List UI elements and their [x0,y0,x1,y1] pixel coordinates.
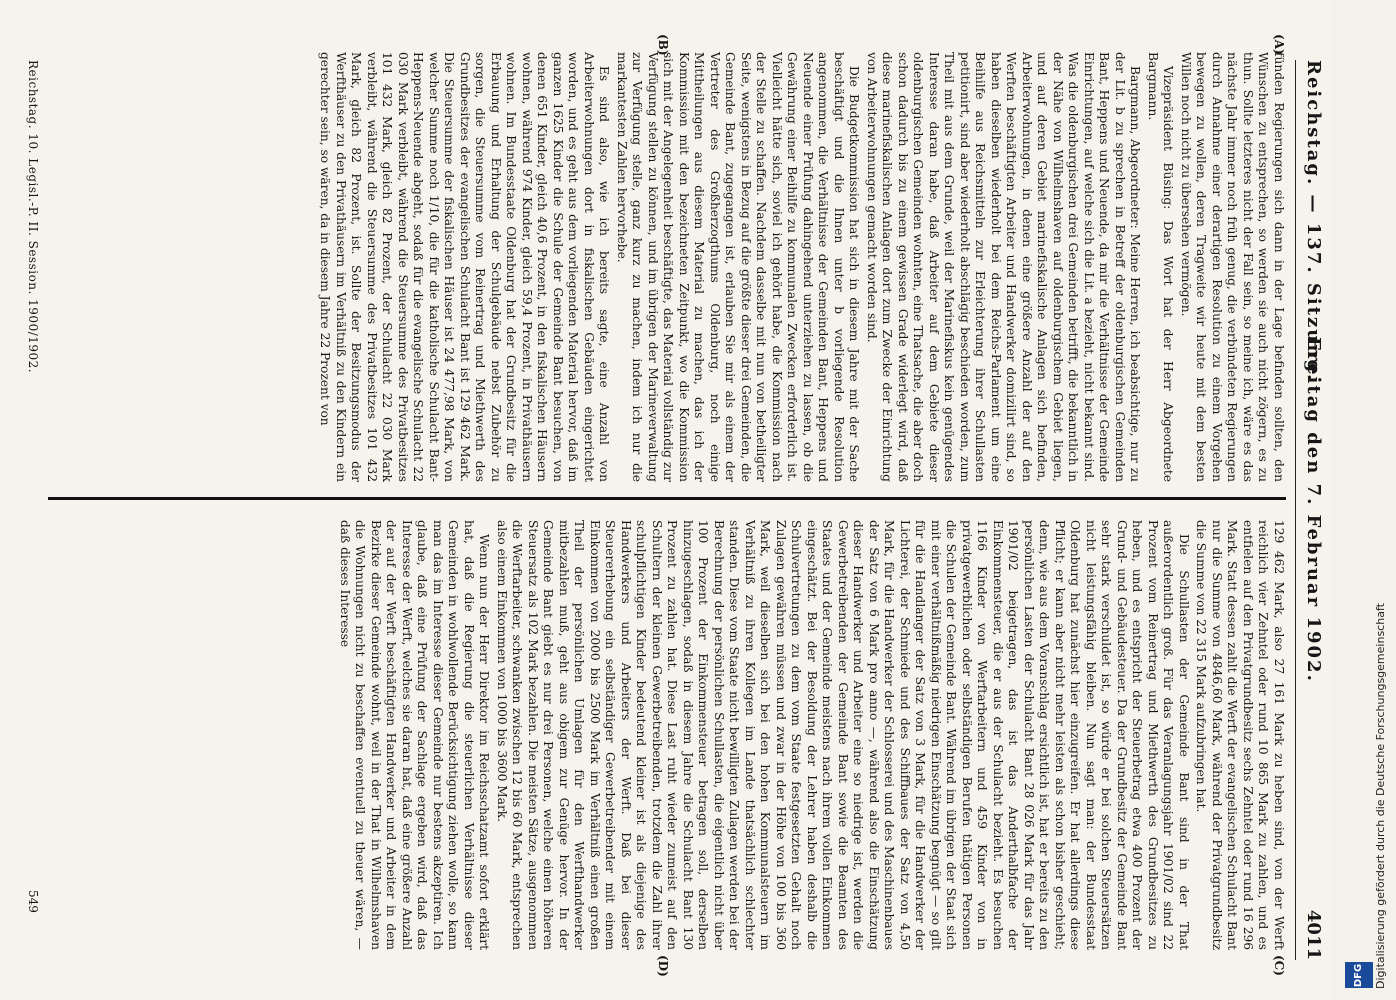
dfg-logo-icon [1345,962,1373,988]
column-left [48,52,1286,482]
digitization-credit [1342,14,1387,999]
marker-b: (B) [656,34,670,56]
paragraph: Die Schullasten der Gemeinde Bant sind in der That außerordentlich groß. Für das Veranlagungsjahr 1901/02 sind 22 Prozent vom Reinertrag und Miethwerth des Grundbesitzes zu heben, und es entspricht der Steuerbetrag etwa 400 Prozent der Grund- und Gebäudesteuer. Da der Grundbesitz der Gemeinde Bant sehr stark verschuldet ist, so würde er bei solchen Steuersätzen nicht leistungsfähig bleiben. Nun sagt man: der Bundesstaat Oldenburg hat zunächst hier einzugreifen. Er hat allerdings diese Pflicht; er kann aber nicht mehr leisten als schon bisher geschieht; denn, wie aus dem Voranschlag ersichtlich ist, hat er bereits zu den persönlichen Lasten der Schulacht Bant 28 026 Mark für das Jahr 1901/02 beigetragen, das ist das Anderthalbfache der Einkommensteuer, die er aus der Schulacht bezieht. Es besuchen 1166 Kinder von Werftarbeitern und 459 Kinder von in privatgewerblichen oder selbständigen Berufen thätigen Personen die Schulen der Gemeinde Bant. Während im übrigen der Staat sich mit einer verhältnißmäßig niedrigen Einschätzung begnügt — so gilt für die Handlanger der Satz von 3 Mark, für die Handwerker der Lichterei, der Schmiede und des Schiffbaues der Satz von 4,50 Mark, für die Handwerker der Schlosserei und des Maschinenbaues der Satz von 6 Mark pro anno —, während also die Einschätzung dieser Handwerker und Arbeiter eine so niedrige ist, werden die Gewerbetreibenden der Gemeinde Bant sowie die Beamten des Staates und der Gemeinde meistens nach ihrem vollen Einkommen eingeschätzt. Bei der Besoldung der Lehrer haben deshalb die Schulvertretungen zu dem vom Staate festgesetzten Gehalt noch Zulagen gewähren müssen und zwar in der Höhe von 100 bis 360 Mark, weil dieselben sich bei den hohen Kommunalsteuern im Verhältniß zu ihren Kollegen im Lande thatsächlich schlechter standen. Diese vom Staate nicht bewilligten Zulagen werden bei der Berechnung der persönlichen Schullasten, die eigentlich nicht über 100 Prozent der Einkommensteuer betragen soll, derselben hinzugeschlagen, sodaß in diesem Jahre die Schulacht Bant 130 Prozent zu zahlen hat. Diese Last ruht wieder zumeist auf den Schultern der kleinen Gewerbetreibenden, trotzdem die Zahl ihrer schulpflichtigen Kinder bedeutend kleiner ist als diejenige des Handwerkers und Arbeiters der Werft. Daß bei dieser Steuererhebung ein selbständiger Gewerbetreibender mit einem Einkommen von 2000 bis 2500 Mark im Verhältniß einen großen Theil der persönlichen Umlagen für den Werfthandwerker mitbezahlen muß, geht aus obigem zur Genüge hervor. In der Gemeinde Bant giebt es nur drei Personen, welche einen höheren Steuersatz als 102 Mark bezahlen. Die meisten Sätze, ausgenommen die Werftarbeiter, schwanken zwischen 12 bis 60 Mark, entsprechen also einem Einkommen von 1000 bis 3600 Mark. [495,520,1191,950]
marker-a: (A) [1272,34,1286,55]
paragraph: 129 462 Mark, also 27 161 Mark zu heben sind, von der Werft reichlich vier Zehntel oder rund 10 865 Mark zu zahlen, und es entfielen auf den Privatgrundbesitz sechs Zehntel oder rund 16 296 Mark. Statt dessen zahlt die Werft der evangelischen Schulacht Bant nur die Summe von 4846,60 Mark, während der Privatgrundbesitz die Summe von 22 315 Mark aufzubringen hat. [1194,520,1286,950]
dfg-logo-text: DFG [1353,963,1365,987]
page-header [1295,60,1330,960]
marker-d: (D) [656,955,670,977]
header-center: Freitag den 7. Februar 1902. [1303,337,1324,683]
page-number: 4011 [1303,909,1324,960]
column-right [48,520,1286,950]
paragraph: Vizepräsident Büsing: Das Wort hat der Herr Abgeordnete Bargmann. [1146,52,1176,482]
paragraph: Bargmann, Abgeordneter: Meine Herren, ich beabsichtige, nur zu der Lit. b zu sprechen in Betreff der oldenburgischen Gemeinden Bant, Heppens und Neuende, da mir die Verhältnisse der Gemeinde Einrichtungen, auf welche sich die Lit. a bezieht, nicht bekannt sind. Was die oldenburgischen drei Gemeinden betrifft, die bekanntlich in der Nähe von Wilhelmshaven auf oldenburgischem Gebiet liegen, und auf deren Gebiet marinefiskalische Anlagen sich befinden, Arbeiterwohnungen, in denen eine größere Anzahl der auf den Werften beschäftigten Arbeiter und Handwerker domizilirt sind, so haben dieselben wiederholt bei dem Reichs-Parlament um eine Beihilfe aus Reichsmitteln zur Erleichterung ihrer Schullasten petitionirt, sind aber wiederholt abschlägig beschieden worden, zum Theil mit aus dem Grunde, weil der Marinefiskus kein genügendes Interesse daran habe, daß Arbeiter auf dem Gebiete dieser oldenburgischen Gemeinden wohnten, eine Thatsache, die aber doch schon dadurch bis zu einem gewissen Grade widerlegt wird, daß diese marinefiskalischen Anlagen dort zum Zwecke der Einrichtung von Arbeiterwohnungen gemacht worden sind. [865,52,1143,482]
digitization-credit-text: Digitalisierung gefördert durch die Deutsche Forschungsgemeinschaft [1374,603,1387,989]
paragraph: Es sind also, wie ich bereits sagte, eine Anzahl von Arbeiterwohnungen dort in fiskalischen Gebäuden eingerichtet worden, und es geht aus dem vorliegenden Material hervor, daß im ganzen 1625 Kinder die Schule der Gemeinde Bant besuchen, von denen 651 Kinder, gleich 40,6 Prozent, in den fiskalischen Häusern wohnen, während 974 Kinder, gleich 59,4 Prozent, in Privathäusern wohnen. Im Bundesstaate Oldenburg hat der Grundbesitz für die Erbauung und Erhaltung der Schulgebäude nebst Zubehör zu sorgen, die Steuersumme vom Reinertrag und Miethwerth des Grundbesitzes der evangelischen Schulacht Bant ist 129 462 Mark. Die Steuersumme der fiskalischen Häuser ist 24 477,98 Mark, von welcher Summe noch 1/10, die für die katholische Schulacht Bant-Heppens-Neuende abgeht, sodaß für die evangelische Schulacht 22 030 Mark verbleibt, während die Steuersumme des Privatbesitzes 101 432 Mark, gleich 82 Prozent, der Schulacht 22 030 Mark verbleibt, während die Steuersumme des Privatbesitzes 101 432 Mark, gleich 82 Prozent, ist. Sollte der Besitzungsmodus der Werfthäuser zu den Privathäusern im Verhältniß zu den Kindern ein gerechter sein, so wären, da in diesem Jahre 22 Prozent von [318,52,612,482]
footer-left: Reichstag. 10. Legisl.-P. II. Session. 1900/1902. [26,60,40,374]
marker-c: (C) [1272,955,1286,976]
header-left: Reichstag. — 137. Sitzung. [1303,60,1324,383]
column-divider [48,497,1286,500]
paragraph: fünden Regierungen sich dann in der Lage befinden sollten, den Wünschen zu entsprechen, so werden sie auch nicht zögern, es zu thun. Sollte letzteres nicht der Fall sein, so meine ich, wäre es das nächste Jahr immer noch früh genug, die verbündeten Regierungen durch Annahme einer derartigen Resolution zu einem Vorgehen bewegen zu wollen, deren Tragweite wir heute mit dem besten Willen noch nicht zu übersehen vermögen. [1179,52,1286,482]
paragraph: Wenn nun der Herr Direktor im Reichsschatzamt sofort erklärt hat, daß die Regierung die steuerlichen Verhältnisse dieser Gemeinden in wohlwollende Berücksichtigung ziehen wolle, so kann man das im Interesse dieser Gemeinde nur bestens akzeptiren. Ich glaube, daß eine Prüfung der Sachlage ergeben wird, daß das Interesse der Werft, welches sie daran hat, daß eine größere Anzahl der auf der Werft beschäftigten Handwerker und Arbeiter in dem Bezirke dieser Gemeinde wohnt, weil in der That in Wilhelmshaven die Wohnungen nicht zu beschaffen eventuell zu theuer wären, — daß dieses Interesse [338,520,492,950]
footer-page-number: 549 [26,890,40,913]
paragraph: Die Budgetkommission hat sich in diesem Jahre mit der Sache beschäftigt und die Ihnen unter b vorliegende Resolution angenommen, die Verhältnisse der Gemeinden Bant, Heppens und Neuende einer Prüfung dahingehend unterziehen zu lassen, ob die Gewährung einer Beihilfe zu kommunalen Zwecken erforderlich ist. Vielleicht hätte sich, soviel ich gehört habe, die Kommission nach der Stelle zu schaffen. Nachdem dasselbe mit nun von betheiligter Seite, wenigstens in Bezug auf die größte dieser drei Gemeinden, die Gemeinde Bant, zugegangen ist, erlauben Sie mir als einem der Vertreter des Großherzogthums Oldenburg, noch einige Mittheilungen aus diesem Material zu machen, das ich der Kommission mit den bezeichneten Zeitpunkt, wo die Kommission sich mit der Angelegenheit beschäftigte, das Material vollständig zur Verfügung stellen zu können, und im übrigen der Marineverwaltung zur Verfügung stelle, ganz kurz zu machen, indem ich nur die markantesten Zahlen hervorhebe. [615,52,862,482]
